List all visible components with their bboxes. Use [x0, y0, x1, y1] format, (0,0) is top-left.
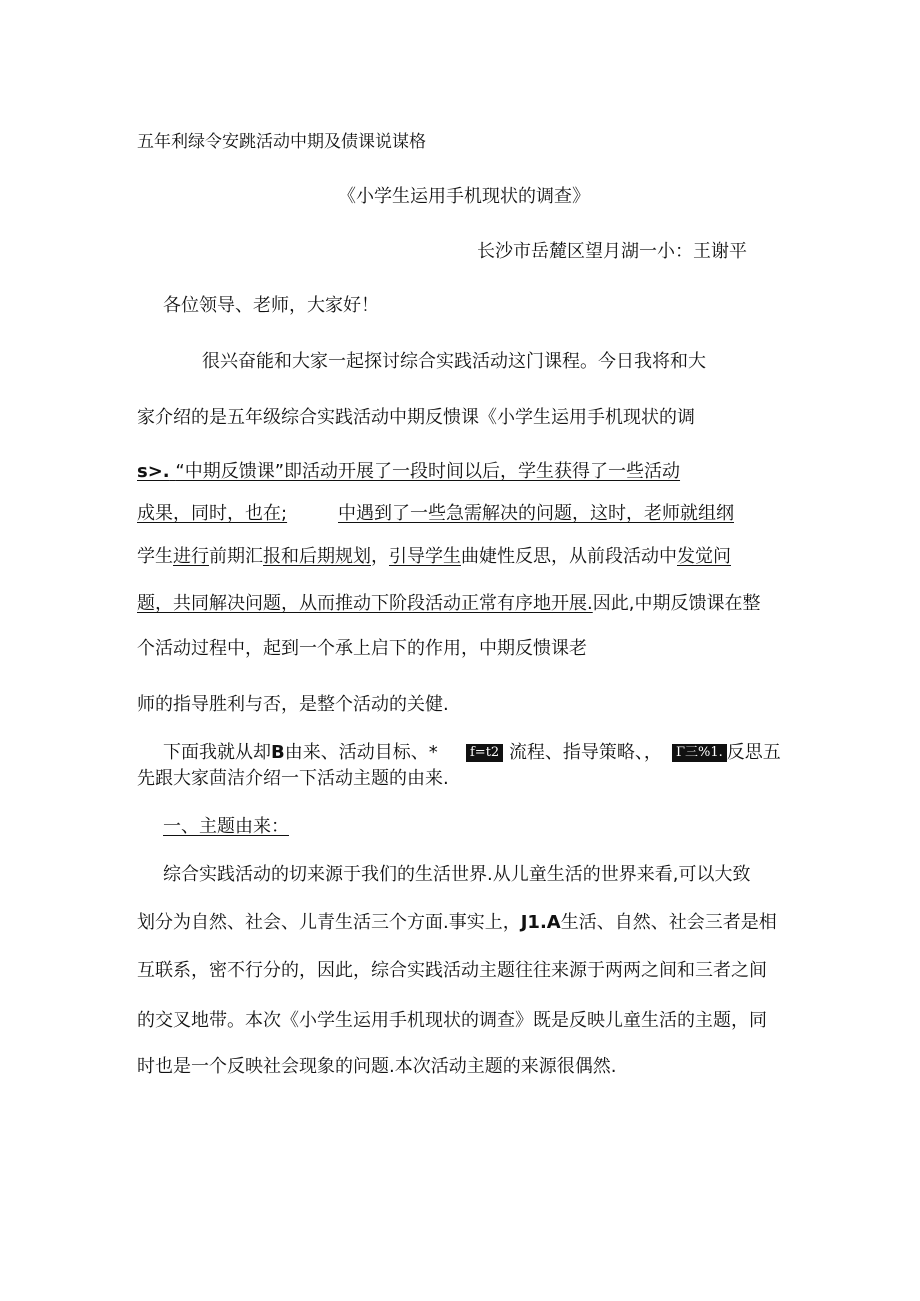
paragraph-text: 反思五: [726, 742, 781, 763]
paragraph-text: 家介绍的是五年级综合实践活动中期反愦课《小学生运用手机现状的调: [137, 407, 695, 428]
paragraph-text: 师的指导胜利与否，是整个活动的关健.: [137, 694, 449, 715]
author-line: [477, 240, 747, 264]
document-heading-text: 五年利绿令安跳活动中期及债课说谋格: [137, 132, 426, 152]
paragraph-3-line-1: [163, 863, 750, 887]
paragraph-1-line-4-continued: [338, 502, 734, 526]
paragraph-text: 下面我就从: [163, 742, 253, 763]
paragraph-2-line-1-middle: [466, 741, 662, 765]
greeting: [163, 294, 379, 318]
paragraph-1-line-3: [137, 460, 680, 484]
paragraph-1-line-4: [137, 502, 287, 526]
paragraph-text: 前期汇: [209, 546, 263, 567]
garbled-bold-text: J1.A: [520, 912, 561, 933]
paragraph-text: 个活动过程中，起到一个承上启下的作用，中期反愦课老: [137, 638, 587, 659]
paragraph-text: 划分为自然、社会、儿青生活三个方面.事实上，: [137, 912, 521, 933]
paragraph-text: 流程、指导策略、，: [508, 742, 662, 763]
paragraph-1-line-1: [202, 350, 706, 374]
paragraph-text: 中遇到了一些急需解决的问题，这时，老师就组纲: [338, 503, 734, 524]
greeting-text: 各位领导、老师，大家好！: [163, 295, 379, 316]
paragraph-text: 的交叉地带。本次《小学生运用手机现状的调查》既是反映儿童生活的主题，同: [137, 1010, 767, 1031]
section-heading-1: [163, 815, 289, 839]
document-subtitle-text: 《小学生运用手机现状的调查》: [338, 186, 590, 207]
paragraph-text: 因此,中期反馈课在整: [592, 593, 761, 614]
document-subtitle: [338, 185, 590, 209]
paragraph-text: 却: [253, 742, 271, 763]
garbled-bold-text: B: [271, 742, 285, 763]
black-box-artifact: f=t2: [466, 744, 503, 762]
underlined-text: 报和: [263, 546, 299, 567]
paragraph-1-line-2: [137, 406, 695, 430]
paragraph-1-line-5: [137, 545, 731, 569]
paragraph-text: 由来、活动目标、*: [284, 742, 438, 763]
paragraph-text: 先跟大家茴洁介绍一下活动主题的由来.: [137, 768, 449, 789]
paragraph-3-line-4: [137, 1009, 767, 1033]
underlined-text: 引导学生: [389, 546, 461, 567]
paragraph-text: 生活、自然、社会三者是相: [560, 912, 777, 933]
paragraph-1-line-8: [137, 693, 449, 717]
paragraph-2-line-1: [163, 741, 438, 765]
paragraph-3-line-2: [137, 911, 777, 935]
garbled-bold-text: s>.: [137, 461, 170, 482]
section-heading-text: 一、主题由来：: [163, 816, 289, 837]
paragraph-text: 很兴奋能和大家一起探讨综合实践活动这门课程。今日我将和大: [202, 351, 706, 372]
paragraph-text: 成果，同时，也在;: [137, 503, 288, 524]
underlined-text: 发觉问: [677, 546, 731, 567]
paragraph-text: “中期反馈课”即活动开展了一段时间以后，学生获得了一些活动: [175, 461, 681, 482]
paragraph-2-line-2: [137, 767, 449, 791]
paragraph-3-line-3: [137, 959, 767, 983]
black-box-artifact: Γ三%1.: [672, 744, 727, 762]
paragraph-text: 时也是一个反映社会现象的问题.本次活动主题的来源很偶然.: [137, 1056, 617, 1077]
underlined-text: 进行: [173, 546, 209, 567]
paragraph-3-line-5: [137, 1055, 616, 1079]
paragraph-text: 学生: [137, 546, 173, 567]
paragraph-text: 综合实践活动的切来源于我们的生活世界.从儿童生活的世界来看,可以大致: [163, 864, 751, 885]
underlined-text: 题，共同解决问题，从而推动下阶段活动正常有序地开展.: [137, 593, 593, 614]
document-heading: [137, 130, 426, 154]
paragraph-text: 曲婕性反思，从前段活动中: [461, 546, 677, 567]
paragraph-1-line-7: [137, 637, 587, 661]
paragraph-2-line-1-end: [672, 741, 781, 765]
author-text: 长沙市岳麓区望月湖一小：王谢平: [477, 241, 747, 262]
paragraph-1-line-6: [137, 592, 760, 616]
paragraph-text: 互联系，密不行分的，因此，综合实践活动主题往往来源于两两之间和三者之间: [137, 960, 767, 981]
underlined-text: 后期规划: [299, 546, 371, 567]
paragraph-text: ，: [371, 546, 389, 567]
